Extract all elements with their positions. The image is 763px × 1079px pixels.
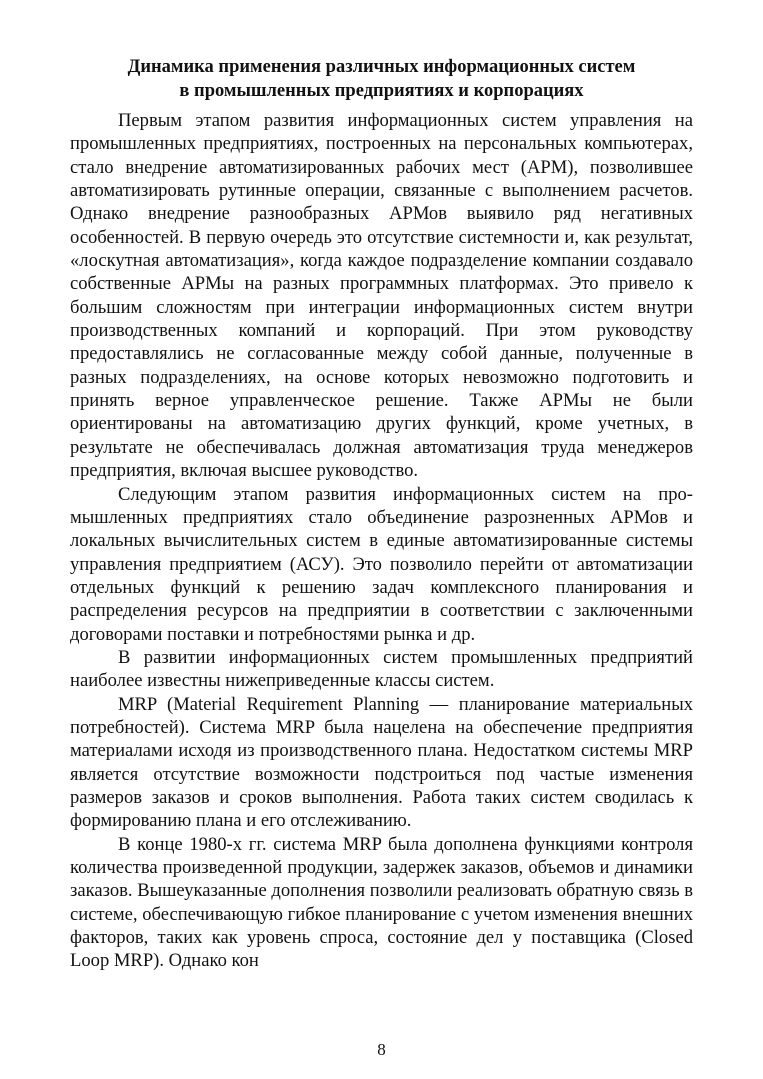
- page-number: 8: [377, 1040, 386, 1059]
- paragraph-mrp: MRP (Material Requirement Planning — планирование материальных потребностей). Система MRP была нацелена на обеспечение предприятия материалами исходя из производственного плана. Недостатком системы MRP является отсутствие возможности подстроиться под частые изменения размеров заказов и сроков выполнения. Работа таких систем сводилась к формированию плана и его отслеживанию.: [70, 693, 693, 832]
- paragraph-arm: Первым этапом развития информационных систем управления на промышленных предприятиях, построенных на персональных компьютерах, стало внедрение автоматизированных рабочих мест (АРМ), позволившее автоматизировать рутинные операции, связанные с выполнением расчетов. Однако внедрение разнообразных АРМов выявило ряд негативных особенностей. В первую очередь это отсутствие системности и, как результат, «лоскутная автоматизация», когда каждое подразделение компании создавало собственные АРМы на разных программных платформах. Это привело к большим сложностям при интеграции информационных систем внутри производственных компаний и корпораций. При этом руководству предоставлялись не согласованные между собой данные, полученные в разных подразделениях, на основе которых невозможно подготовить и принять верное управленческое решение. Также АРМы не были ориентированы на автоматизацию других функций, кроме учетных, в результате не обеспечивалась должная автоматизация труда менеджеров предприятия, включая высшее руководство.: [70, 110, 693, 482]
- page-title-line-1: Динамика применения различных информационных систем: [127, 57, 636, 77]
- paragraph-closed-loop-mrp: В конце 1980-х гг. система MRP была дополнена функциями контроля количества произведенной продукции, задержек заказов, объемов и динамики заказов. Вышеуказанные дополнения позволили реализовать обратную связь в системе, обеспечивающую гибкое планирование с учетом изменения внешних факторов, таких как уровень спроса, состояние дел у поставщика (Closed Loop MRP). Однако кон: [70, 833, 693, 972]
- body-text: [70, 109, 693, 973]
- paragraph-classes: В развитии информационных систем промышленных предприятий наиболее известны нижеприведенные классы систем.: [70, 646, 693, 692]
- page-title-line-2: в промышленных предприятиях и корпорациях: [179, 81, 584, 101]
- paragraph-asu: Следующим этапом развития информационных систем на промышленных предприятиях стало объединение разрозненных АРМов и локальных вычислительных систем в единые автоматизированные системы управления предприятием (АСУ). Это позволило перейти от автоматизации отдельных функций к решению задач комплексного планирования и распределения ресурсов на предприятии в соответствии с заключенными договорами поставки и потребностями рынка и др.: [70, 483, 693, 645]
